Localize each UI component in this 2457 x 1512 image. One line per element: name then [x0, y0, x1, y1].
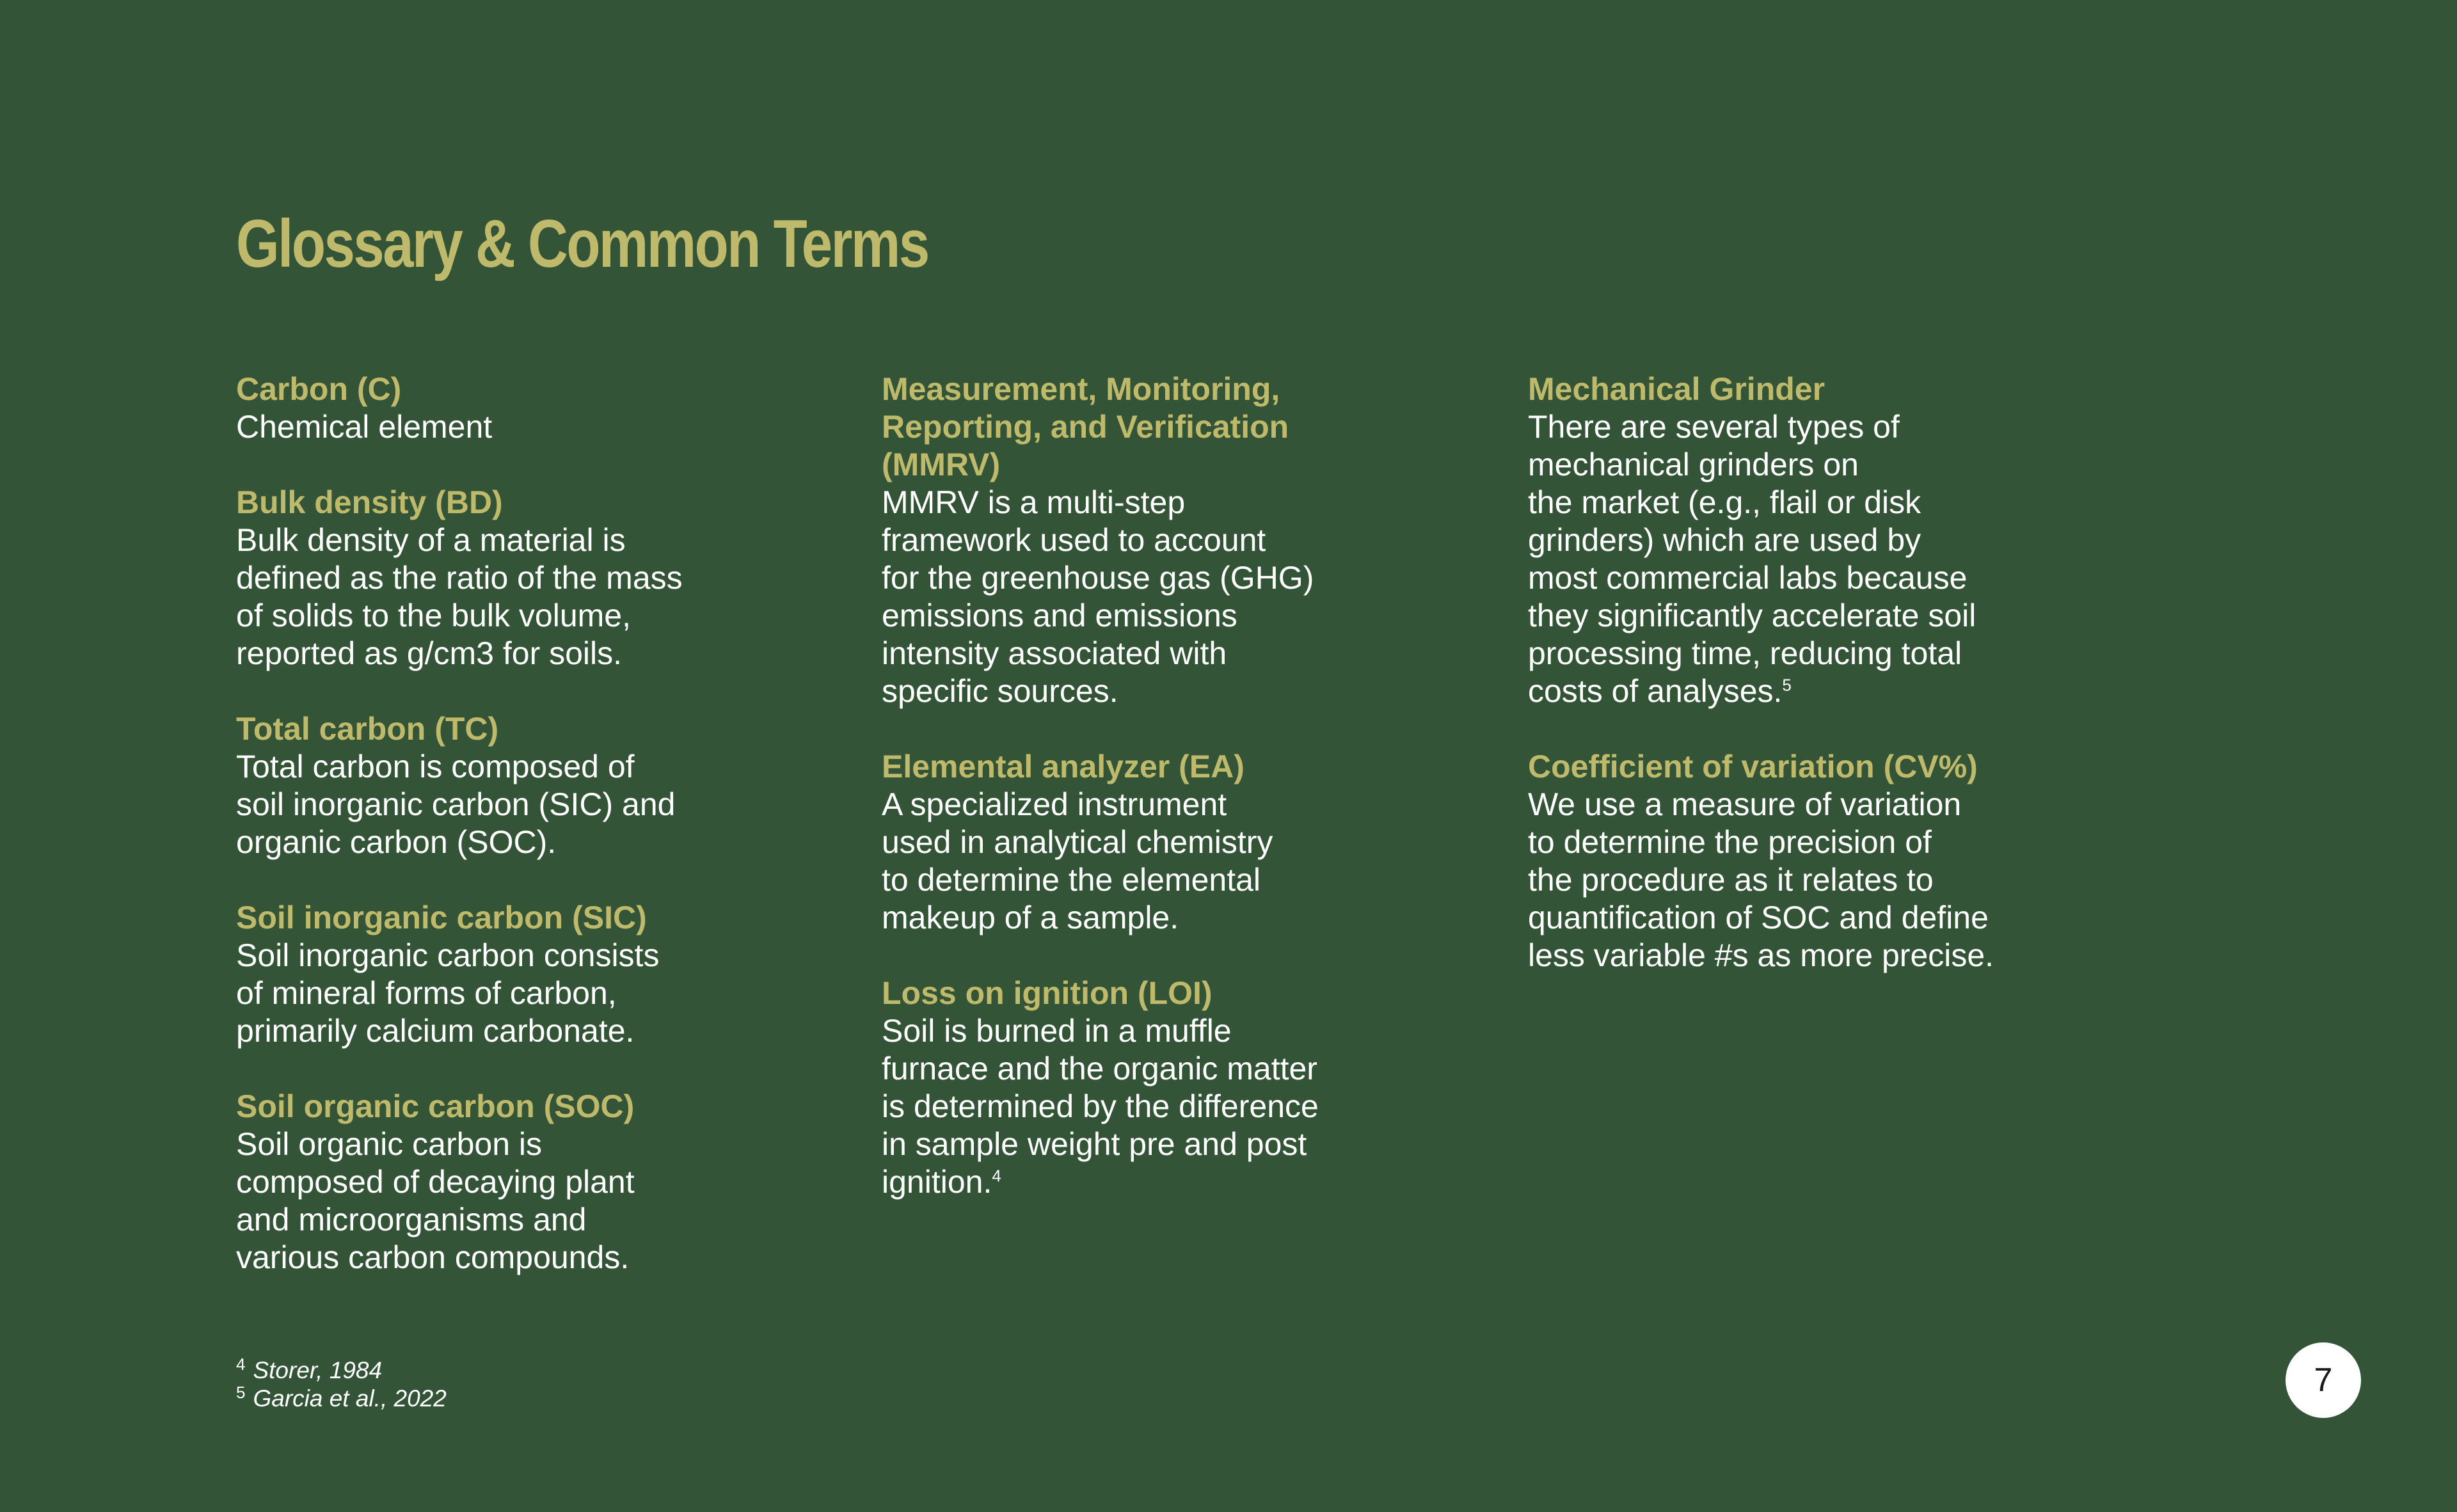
term-definition: Soil inorganic carbon consists of mineral forms of carbon, primarily calcium carbonate. — [236, 937, 660, 1049]
term-name: Bulk density (BD) — [236, 484, 503, 520]
term-definition — [1528, 408, 2104, 710]
term-definition: Chemical element — [236, 409, 493, 445]
glossary-column-3 — [1528, 370, 2104, 1012]
footnote — [236, 1382, 447, 1413]
term-name: Total carbon (TC) — [236, 711, 499, 747]
page-number-badge: 7 — [2286, 1342, 2361, 1418]
glossary-term-coefficient-of-variation — [1528, 748, 2104, 975]
glossary-term-mechanical-grinder — [1528, 370, 2104, 710]
footnote-number: 4 — [236, 1354, 246, 1374]
term-definition-text: Soil is burned in a muffle furnace and the organic matter is determined by the difference in sample weight pre and post ignition. — [882, 1013, 1319, 1200]
glossary-term-total-carbon — [236, 710, 799, 861]
glossary-term-elemental-analyzer — [882, 748, 1445, 937]
glossary-column-1 — [236, 370, 799, 1314]
footnotes — [236, 1354, 447, 1413]
footnote-marker: 5 — [1782, 675, 1792, 695]
footnote-text: Garcia et al., 2022 — [253, 1385, 447, 1412]
term-definition — [882, 1012, 1445, 1201]
footnote-text: Storer, 1984 — [253, 1357, 383, 1383]
page-title: Glossary & Common Terms — [236, 206, 928, 282]
term-definition: Soil organic carbon is composed of decaying plant and microorganisms and various carbon compounds. — [236, 1126, 635, 1275]
glossary-term-soil-inorganic-carbon — [236, 899, 799, 1050]
footnote-number: 5 — [236, 1382, 246, 1402]
term-name: Soil organic carbon (SOC) — [236, 1088, 635, 1124]
glossary-term-carbon — [236, 370, 799, 446]
term-name: Elemental analyzer (EA) — [882, 749, 1244, 784]
term-name: Measurement, Monitoring, Reporting, and Verification (MMRV) — [882, 371, 1289, 482]
glossary-term-bulk-density — [236, 484, 799, 672]
glossary-term-mmrv — [882, 370, 1445, 710]
footnote — [236, 1354, 447, 1385]
term-name: Mechanical Grinder — [1528, 371, 1825, 407]
glossary-term-soil-organic-carbon — [236, 1088, 799, 1277]
term-name: Coefficient of variation (CV%) — [1528, 749, 1978, 784]
term-name: Soil inorganic carbon (SIC) — [236, 900, 647, 935]
term-name: Loss on ignition (LOI) — [882, 975, 1213, 1011]
footnote-marker: 4 — [992, 1166, 1001, 1186]
glossary-term-loss-on-ignition — [882, 975, 1445, 1201]
term-definition: MMRV is a multi-step framework used to account for the greenhouse gas (GHG) emissions and emissions intensity associated with specific sources. — [882, 484, 1314, 709]
term-definition-text: There are several types of mechanical grinders on the market (e.g., flail or disk grinders) which are used by most commercial labs because they significantly accelerate soil processing time, reducing total costs of analyses. — [1528, 409, 1976, 709]
glossary-column-2 — [882, 370, 1445, 1239]
term-definition: A specialized instrument used in analytical chemistry to determine the elemental makeup of a sample. — [882, 786, 1273, 935]
term-name: Carbon (C) — [236, 371, 402, 407]
term-definition: We use a measure of variation to determine the precision of the procedure as it relates to quantification of SOC and define less variable #s as more precise. — [1528, 786, 1994, 973]
term-definition: Total carbon is composed of soil inorganic carbon (SIC) and organic carbon (SOC). — [236, 749, 676, 860]
term-definition: Bulk density of a material is defined as the ratio of the mass of solids to the bulk volume, reported as g/cm3 for soils. — [236, 522, 683, 671]
